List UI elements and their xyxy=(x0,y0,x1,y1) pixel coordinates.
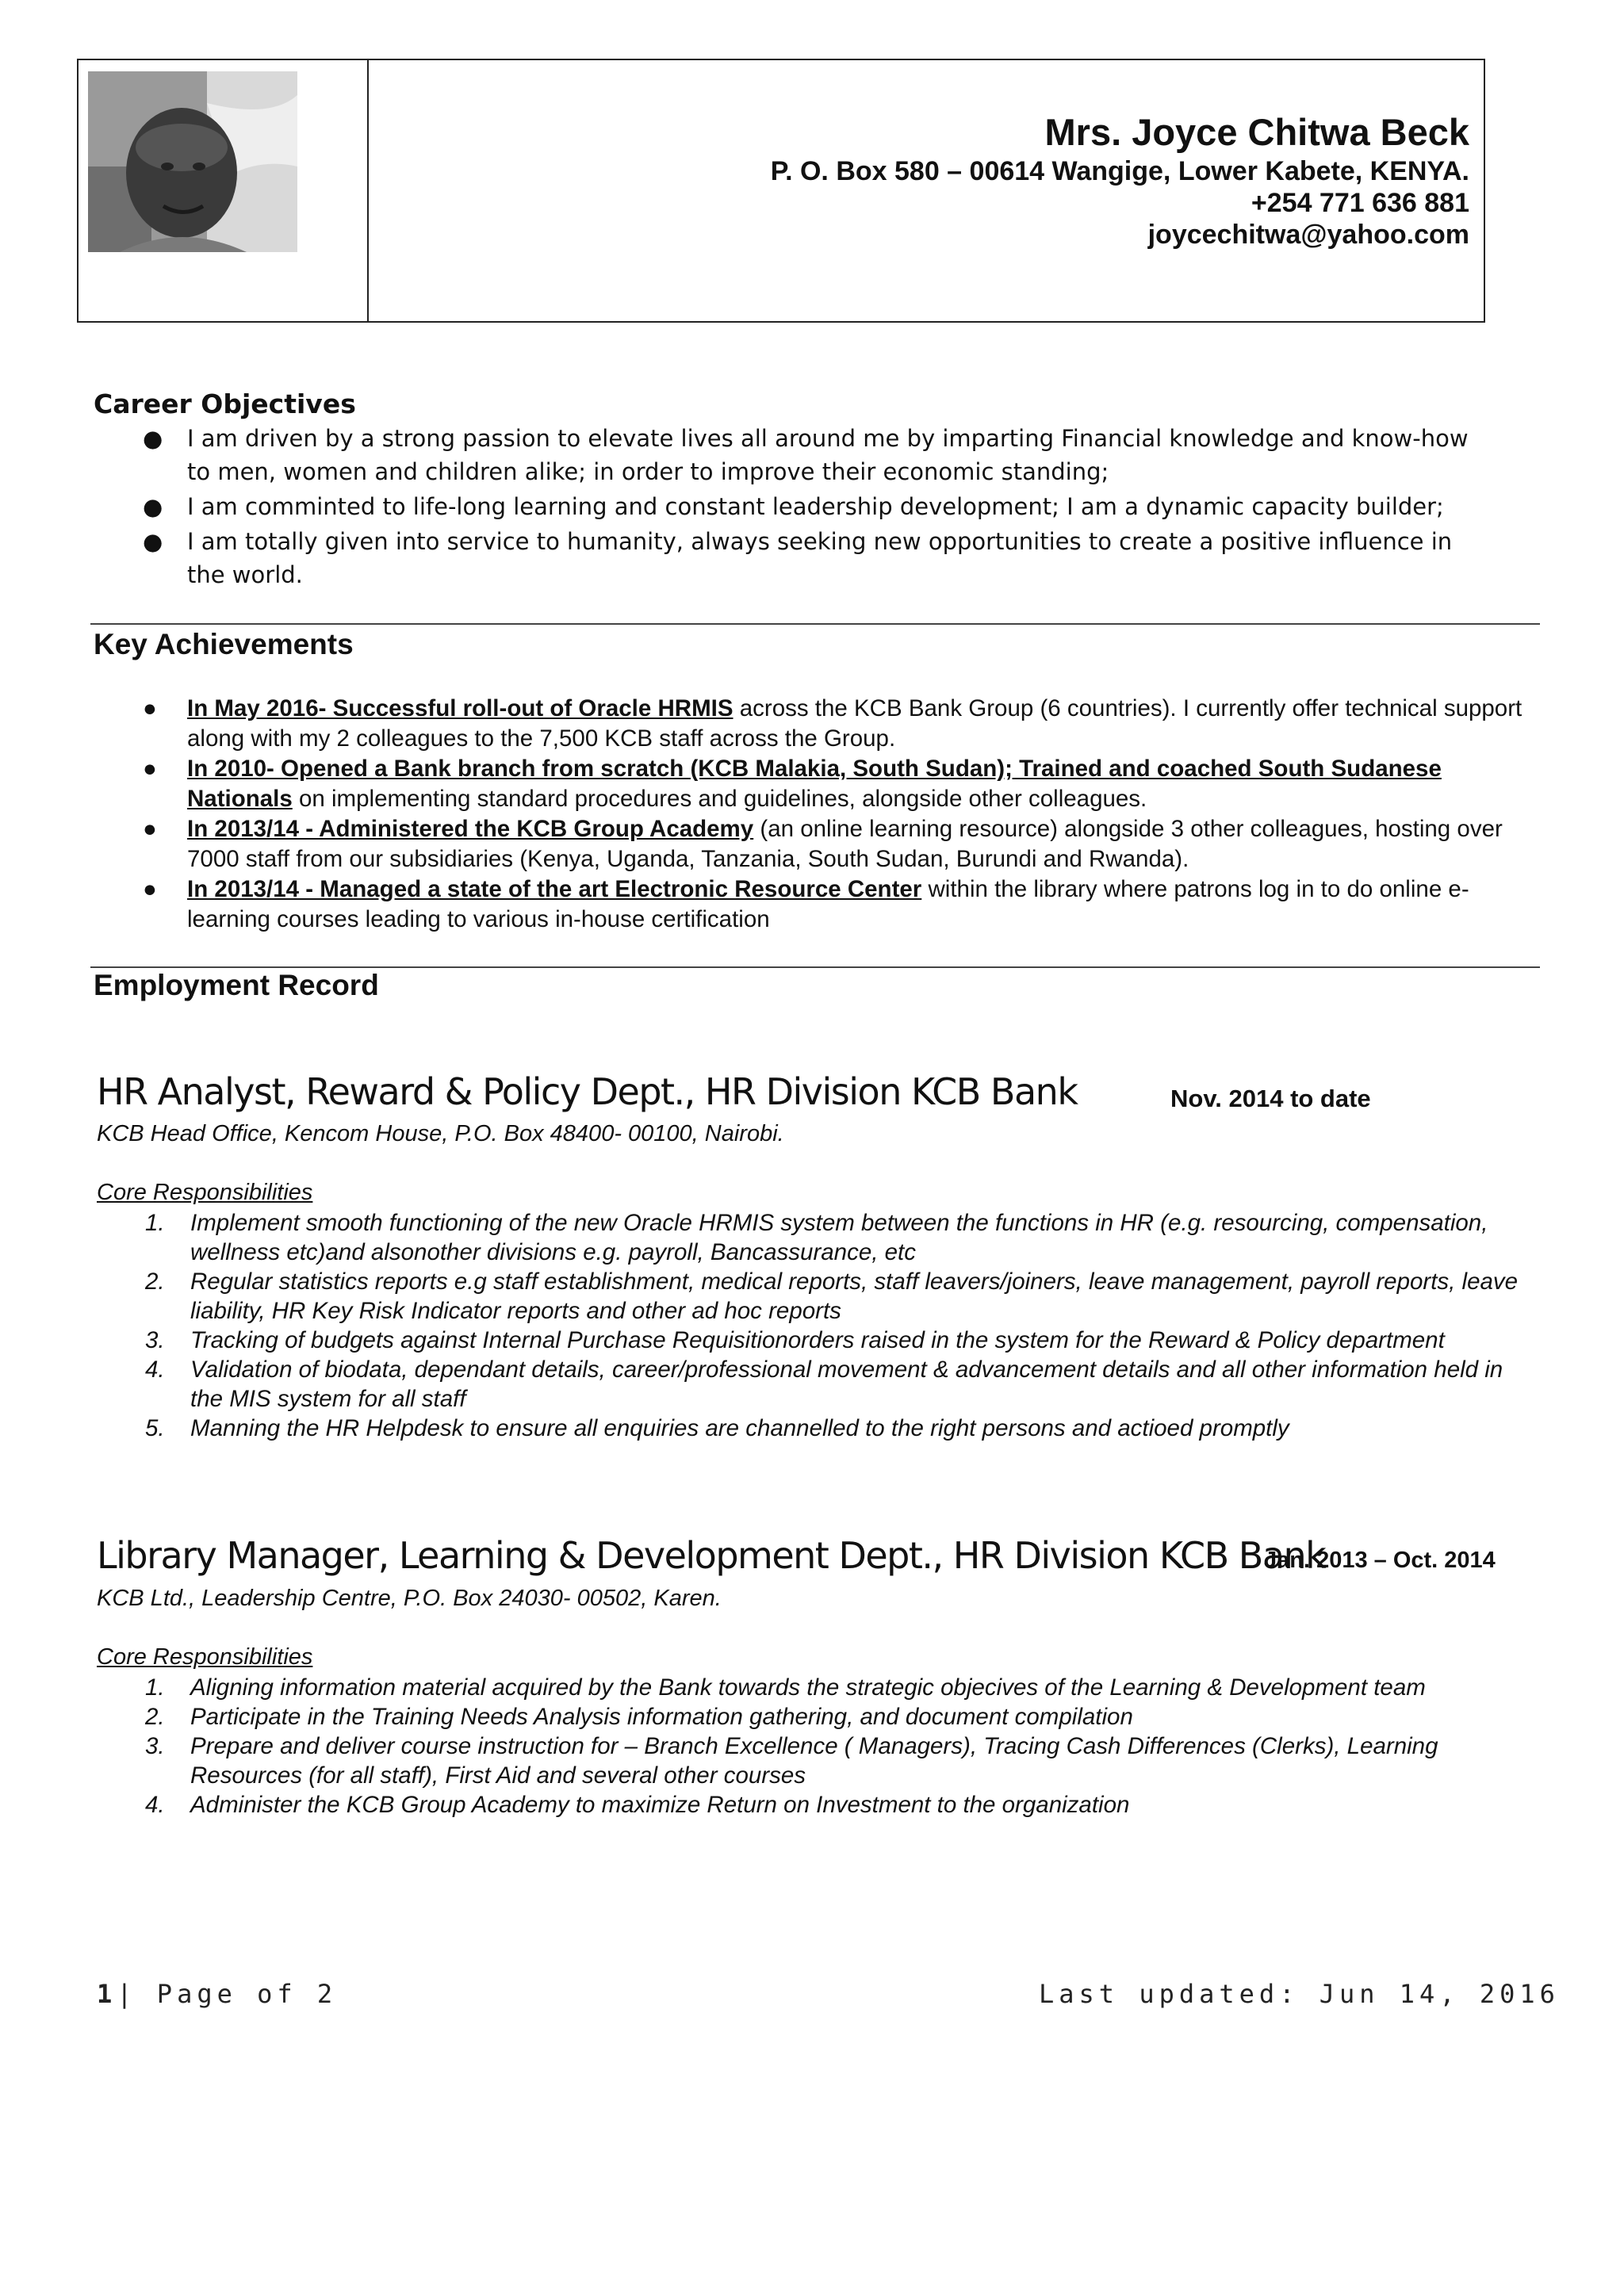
job-location: KCB Ltd., Leadership Centre, P.O. Box 24030- 00502, Karen. xyxy=(97,1586,722,1611)
responsibility-item: 3. Prepare and deliver course instruction for – Branch Excellence ( Managers), Tracing Cash Differences (Clerks), Learning Resources (for all staff), First Aid and several other courses xyxy=(145,1733,1438,1789)
job-dates: Nov. 2014 to date xyxy=(1170,1085,1371,1112)
responsibilities-list xyxy=(145,1673,1522,1820)
responsibility-item: 5. Manning the HR Helpdesk to ensure all enquiries are channelled to the right persons and actioed promptly xyxy=(145,1415,1289,1441)
phone-number: +254 771 636 881 xyxy=(1251,188,1469,218)
last-updated: Last updated: Jun 14, 2016 xyxy=(1039,1979,1560,2009)
profile-photo xyxy=(88,71,297,252)
profile-photo-image xyxy=(88,71,297,252)
candidate-name: Mrs. Joyce Chitwa Beck xyxy=(1044,111,1469,153)
job-location: KCB Head Office, Kencom House, P.O. Box 48400- 00100, Nairobi. xyxy=(97,1121,784,1146)
job-title: HR Analyst, Reward & Policy Dept., HR Division KCB Bank xyxy=(97,1070,1078,1113)
responsibility-item: 2. Participate in the Training Needs Analysis information gathering, and document compilation xyxy=(145,1704,1133,1730)
postal-address: P. O. Box 580 – 00614 Wangige, Lower Kabete, KENYA. xyxy=(770,156,1469,186)
responsibilities-list xyxy=(145,1208,1522,1443)
page-number: 1 xyxy=(97,1979,117,2009)
responsibility-item: 1. Aligning information material acquired by the Bank towards the strategic objecives of the Learning & Development team xyxy=(145,1674,1426,1701)
page-of-label: | Page of 2 xyxy=(117,1979,338,2009)
career-objectives-list xyxy=(143,422,1488,591)
email-address: joycechitwa@yahoo.com xyxy=(1147,220,1469,250)
objective-item: ● I am comminted to life-long learning and constant leadership development; I am a dynamic capacity builder; xyxy=(143,493,1444,520)
job-title: Library Manager, Learning & Development Dept., HR Division KCB Bank xyxy=(97,1534,1326,1577)
page-indicator xyxy=(97,1979,337,2009)
photo-cell xyxy=(79,60,369,321)
achievement-item: ● In 2013/14 - Administered the KCB Group Academy (an online learning resource) alongside 3 other colleagues, hosting over 7000 staff from our subsidiaries (Kenya, Uganda, Tanzania, South Sudan, Burundi and Rwanda). xyxy=(143,816,1503,872)
employment-divider xyxy=(90,966,1540,968)
header-box xyxy=(77,59,1485,323)
career-objectives-heading: Career Objectives xyxy=(94,388,356,419)
achievement-item: ● In 2010- Opened a Bank branch from scratch (KCB Malakia, South Sudan); Trained and coached South Sudanese Nationals on implementing standard procedures and guidelines, alongside other colleagues. xyxy=(143,756,1442,812)
responsibility-item: 4. Administer the KCB Group Academy to maximize Return on Investment to the organization xyxy=(145,1792,1130,1818)
achievement-item: ● In 2013/14 - Managed a state of the art Electronic Resource Center within the library where patrons log in to do online e-learning courses leading to various in-house certification xyxy=(143,876,1469,932)
key-achievements-heading: Key Achievements xyxy=(94,628,354,660)
core-responsibilities-label: Core Responsibilities xyxy=(97,1180,313,1205)
contact-block xyxy=(771,109,1469,251)
responsibility-item: 2. Regular statistics reports e.g staff establishment, medical reports, staff leavers/joiners, leave management, payroll reports, leave liability, HR Key Risk Indicator reports and other ad hoc reports xyxy=(145,1269,1519,1324)
responsibility-item: 4. Validation of biodata, dependant details, career/professional movement & advancement details and all other information held in the MIS system for all staff xyxy=(145,1357,1503,1412)
responsibility-item: 1. Implement smooth functioning of the new Oracle HRMIS system between the functions in HR (e.g. resourcing, compensation, wellness etc)and alsonother divisions e.g. payroll, Bancassurance, etc xyxy=(145,1210,1488,1265)
objective-item: ● I am totally given into service to humanity, always seeking new opportunities to create a positive influence in the world. xyxy=(143,528,1453,588)
achievement-item: ● In May 2016- Successful roll-out of Oracle HRMIS across the KCB Bank Group (6 countries). I currently offer technical support along with my 2 colleagues to the 7,500 KCB staff across the Group. xyxy=(143,695,1522,752)
employment-record-heading: Employment Record xyxy=(94,969,379,1001)
achievements-list xyxy=(143,694,1535,935)
objective-item: ● I am driven by a strong passion to elevate lives all around me by imparting Financial knowledge and know-how to men, women and children alike; in order to improve their economic standing; xyxy=(143,425,1469,485)
achievements-divider xyxy=(90,623,1540,625)
core-responsibilities-label: Core Responsibilities xyxy=(97,1644,313,1670)
job-dates: Jan. 2013 – Oct. 2014 xyxy=(1264,1548,1496,1573)
responsibility-item: 3. Tracking of budgets against Internal Purchase Requisitionorders raised in the system for the Reward & Policy department xyxy=(145,1327,1445,1353)
